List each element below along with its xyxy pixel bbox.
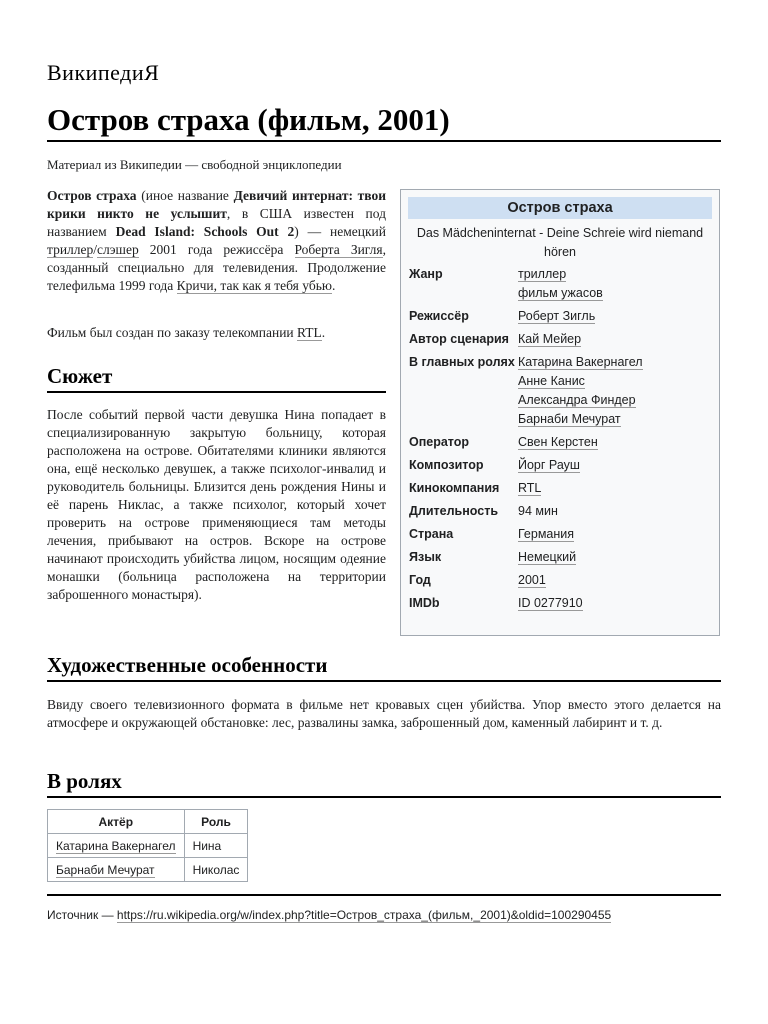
infobox-value-link[interactable]: Роберт Зигль (518, 309, 596, 323)
section-cast (47, 768, 721, 798)
art-heading: Художественные особенности (47, 652, 721, 682)
infobox-row (401, 571, 719, 590)
infobox-value-link[interactable]: фильм ужасов (518, 286, 603, 300)
infobox-value (518, 525, 711, 544)
role-cell: Николас (184, 858, 248, 882)
actor-cell (48, 834, 185, 858)
infobox-row (401, 353, 719, 429)
infobox-row (401, 502, 719, 521)
infobox-value (518, 265, 711, 303)
infobox-value (518, 433, 711, 452)
infobox-value-link[interactable]: Александра Финдер (518, 393, 636, 407)
infobox-value-link[interactable]: Свен Керстен (518, 435, 598, 449)
column-header-role: Роль (184, 810, 248, 834)
infobox-label: Композитор (409, 458, 484, 472)
table-row (48, 834, 248, 858)
infobox-value (518, 307, 711, 326)
page-title: Остров страха (фильм, 2001) (47, 100, 721, 142)
link-slasher[interactable]: слэшер (97, 242, 139, 257)
footer-divider (47, 894, 721, 896)
infobox-value (518, 571, 711, 590)
tagline: Материал из Википедии — свободной энциклопедии (47, 157, 342, 172)
infobox-label: Длительность (409, 504, 499, 518)
infobox-value-link[interactable]: Кай Мейер (518, 332, 582, 346)
infobox-value-link[interactable]: 2001 (518, 573, 546, 587)
infobox-row (401, 433, 719, 452)
lead-paragraph-2: Фильм был создан по заказу телекомпании RTL. (47, 325, 326, 340)
role-cell: Нина (184, 834, 248, 858)
infobox-value-link[interactable]: Барнаби Мечурат (518, 412, 621, 426)
infobox-original-title: Das Mädcheninternat - Deine Schreie wird niemand hören (416, 226, 704, 259)
actor-cell (48, 858, 185, 882)
link-thriller[interactable]: триллер (47, 242, 94, 257)
infobox-value-link[interactable]: Немецкий (518, 550, 577, 564)
actor-link[interactable]: Катарина Вакернагел (56, 838, 176, 853)
wikipedia-logo[interactable]: ВикипедиЯ (47, 60, 160, 85)
source-link[interactable]: https://ru.wikipedia.org/w/index.php?title=Остров_страха_(фильм,_2001)&oldid=100290455 (116, 908, 612, 922)
infobox-row (401, 594, 719, 613)
section-plot (47, 363, 386, 393)
link-prequel[interactable]: Кричи, так как я тебя убью (176, 278, 332, 293)
infobox-value-link[interactable]: Йорг Рауш (518, 458, 580, 472)
infobox-value (518, 479, 711, 498)
cast-table (47, 809, 248, 882)
section-art (47, 652, 721, 682)
column-header-actor: Актёр (48, 810, 185, 834)
infobox-label: Страна (409, 527, 454, 541)
infobox-value (518, 502, 711, 521)
infobox-row (401, 548, 719, 567)
infobox-value-link[interactable]: Германия (518, 527, 575, 541)
infobox-value (518, 330, 711, 349)
infobox-value-text: 94 мин (518, 504, 558, 518)
infobox-value-link[interactable]: триллер (518, 267, 567, 281)
infobox-row (401, 307, 719, 326)
infobox-value (518, 456, 711, 475)
infobox-label: Язык (409, 550, 442, 564)
link-rtl[interactable]: RTL (297, 325, 322, 340)
actor-link[interactable]: Барнаби Мечурат (56, 862, 155, 877)
infobox-value-link[interactable]: RTL (518, 481, 542, 495)
infobox (400, 189, 720, 636)
infobox-value-link[interactable]: Катарина Вакернагел (518, 355, 643, 369)
source-line: Источник — https://ru.wikipedia.org/w/index.php?title=Остров_страха_(фильм,_2001)&oldid=100290455 (47, 908, 612, 922)
infobox-title: Остров страха (408, 197, 712, 219)
infobox-row (401, 265, 719, 303)
infobox-value (518, 353, 711, 429)
plot-text: После событий первой части девушка Нина попадает в специализированную закрытую больницу, которая расположена на острове. Обитателями клиники являются она, ещё несколько девушек, а также психолог-инвалид и руководитель больницы. Близится день рождения Нины и её парень Никлас, а также психолог, который хочет проверить на острове применяющиеся там методы лечения, прибывают на остров. Вскоре на острове начинают происходить убийства лицом, носящим одеяние монашки (больница расположена на территории заброшенного монастыря). (47, 407, 386, 602)
infobox-value-link[interactable]: Анне Канис (518, 374, 585, 388)
infobox-row (401, 525, 719, 544)
infobox-row (401, 479, 719, 498)
infobox-label: Жанр (409, 267, 443, 281)
art-text: Ввиду своего телевизионного формата в фильме нет кровавых сцен убийства. Упор вместо этого делается на атмосфере и окружающей обстановке: лес, развалины замка, заброшенный дом, каменный лабиринт и т. д. (47, 697, 721, 730)
infobox-value (518, 548, 711, 567)
infobox-rows (401, 265, 719, 613)
infobox-row (401, 330, 719, 349)
cast-heading: В ролях (47, 768, 721, 798)
infobox-label: IMDb (409, 596, 440, 610)
infobox-label: Автор сценария (409, 332, 509, 346)
infobox-row (401, 456, 719, 475)
infobox-label: Режиссёр (409, 309, 469, 323)
link-director[interactable]: Роберта Зигля (294, 242, 383, 257)
plot-heading: Сюжет (47, 363, 386, 393)
infobox-label: Год (409, 573, 431, 587)
infobox-value (518, 594, 711, 613)
table-row (48, 858, 248, 882)
infobox-value-link[interactable]: ID 0277910 (518, 596, 583, 610)
cast-table-header (48, 810, 248, 834)
lead-paragraph: Остров страха (иное название Девичий интернат: твои крики никто не услышит, в США известен под названием Dead Island: Schools Out 2) — немецкий триллер/слэшер 2001 года режиссёра Роберта Зигля, созданный специально для телевидения. Продолжение телефильма 1999 года Кричи, так как я тебя убью. (47, 188, 386, 293)
infobox-label: Кинокомпания (409, 481, 500, 495)
infobox-label: Оператор (409, 435, 470, 449)
infobox-label: В главных ролях (409, 355, 515, 369)
